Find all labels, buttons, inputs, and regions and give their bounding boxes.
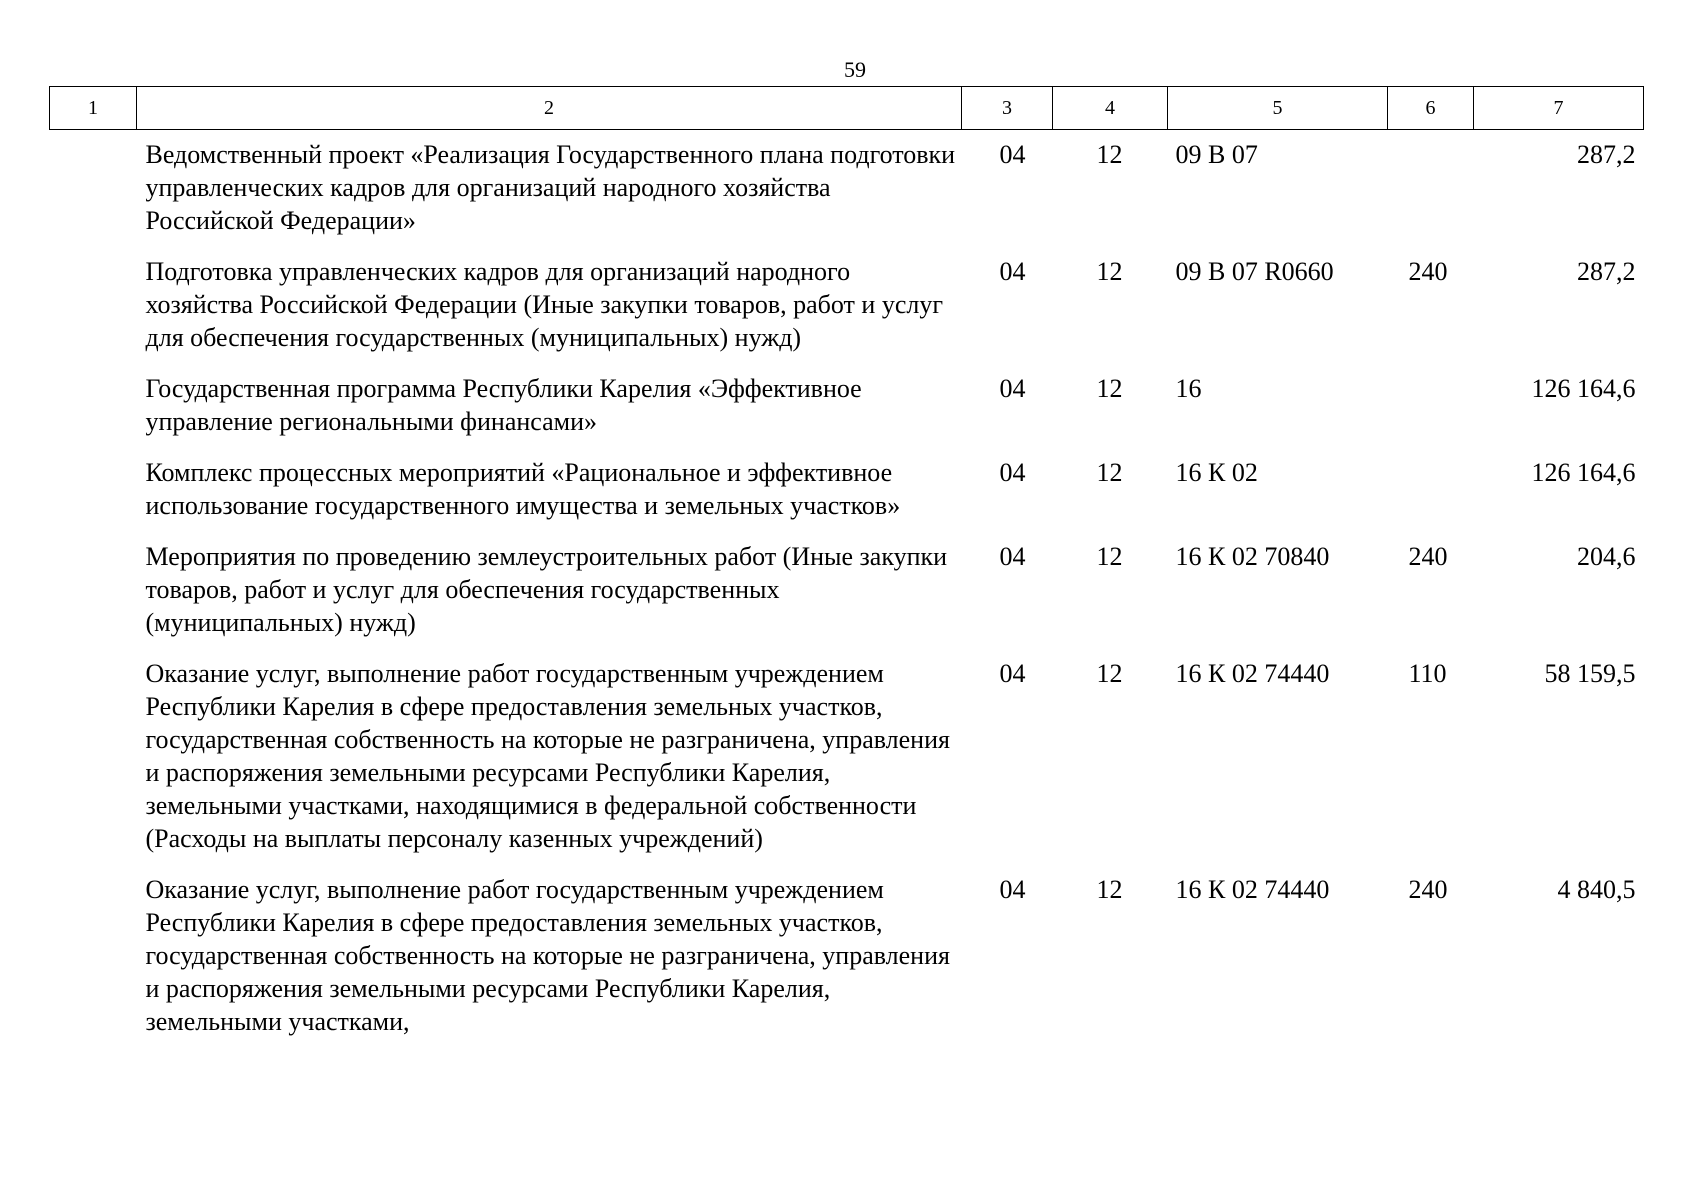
expense-name: Подготовка управленческих кадров для организаций народного хозяйства Российской Федерации (Иные закупки товаров, работ и услуг для обеспечения государственных (муниципальных) нужд): [145, 257, 943, 352]
amount: 287,2: [1577, 140, 1636, 169]
row-number-cell: [50, 653, 137, 869]
table-row: [50, 251, 1644, 368]
budget-table: [49, 86, 1644, 1052]
table-row: [50, 869, 1644, 1052]
table-row: [50, 452, 1644, 536]
target-article-code: 09 В 07 R0660: [1175, 257, 1334, 286]
amount: 4 840,5: [1557, 875, 1636, 904]
row-number-cell: [50, 452, 137, 536]
expense-name: Мероприятия по проведению землеустроительных работ (Иные закупки товаров, работ и услуг для обеспечения государственных (муниципальных) нужд): [145, 542, 948, 637]
target-article-code: 09 В 07: [1175, 140, 1258, 169]
expense-name: Комплекс процессных мероприятий «Рациональное и эффективное использование государственного имущества и земельных участков»: [145, 458, 901, 520]
page-number: 59: [844, 57, 866, 82]
target-article-code: 16 К 02 74440: [1175, 875, 1330, 904]
section-code: 04: [999, 458, 1026, 487]
expense-type-code: 240: [1408, 257, 1448, 286]
row-number-cell: [50, 130, 137, 252]
target-article-code: 16 К 02: [1175, 458, 1258, 487]
expense-name: Ведомственный проект «Реализация Государственного плана подготовки управленческих кадров для организаций народного хозяйства Российской Федерации»: [145, 140, 956, 235]
expense-type-code: 240: [1408, 542, 1448, 571]
subsection-code: 12: [1096, 659, 1123, 688]
subsection-code: 12: [1096, 458, 1123, 487]
section-code: 04: [999, 257, 1026, 286]
expense-name: Оказание услуг, выполнение работ государственным учреждением Республики Карелия в сфере предоставления земельных участков, государственная собственность на которые не разграничена, управления и распоряжения земельными ресурсами Республики Карелия, земельными участками, находящимися в федеральной собственности (Расходы на выплаты персоналу казенных учреждений): [145, 659, 950, 853]
table-row: [50, 368, 1644, 452]
expense-type-code: 240: [1408, 875, 1448, 904]
table-header: [50, 87, 1644, 130]
subsection-code: 12: [1096, 542, 1123, 571]
section-code: 04: [999, 875, 1026, 904]
section-code: 04: [999, 140, 1026, 169]
column-header-7: 7: [1474, 87, 1644, 130]
row-number-cell: [50, 536, 137, 653]
column-header-1: 1: [50, 87, 137, 130]
column-header-3: 3: [962, 87, 1053, 130]
column-header-2: 2: [137, 87, 962, 130]
section-code: 04: [999, 542, 1026, 571]
subsection-code: 12: [1096, 140, 1123, 169]
header-row: [50, 87, 1644, 130]
subsection-code: 12: [1096, 875, 1123, 904]
section-code: 04: [999, 374, 1026, 403]
amount: 126 164,6: [1531, 374, 1636, 403]
section-code: 04: [999, 659, 1026, 688]
target-article-code: 16 К 02 70840: [1175, 542, 1330, 571]
expense-type-code: [1388, 130, 1474, 252]
expense-type-code: 110: [1408, 659, 1447, 688]
amount: 287,2: [1577, 257, 1636, 286]
table-row: [50, 536, 1644, 653]
table-row: [50, 130, 1644, 252]
expense-type-code: [1388, 452, 1474, 536]
table-row: [50, 653, 1644, 869]
expense-name: Оказание услуг, выполнение работ государственным учреждением Республики Карелия в сфере предоставления земельных участков, государственная собственность на которые не разграничена, управления и распоряжения земельными ресурсами Республики Карелия, земельными участками,: [145, 875, 950, 1036]
column-header-5: 5: [1168, 87, 1388, 130]
target-article-code: 16: [1175, 374, 1202, 403]
expense-name: Государственная программа Республики Карелия «Эффективное управление региональными финансами»: [145, 374, 862, 436]
amount: 126 164,6: [1531, 458, 1636, 487]
expense-type-code: [1388, 368, 1474, 452]
subsection-code: 12: [1096, 257, 1123, 286]
column-header-6: 6: [1388, 87, 1474, 130]
row-number-cell: [50, 869, 137, 1052]
column-header-4: 4: [1053, 87, 1168, 130]
target-article-code: 16 К 02 74440: [1175, 659, 1330, 688]
table-body: [50, 130, 1644, 1053]
row-number-cell: [50, 251, 137, 368]
subsection-code: 12: [1096, 374, 1123, 403]
amount: 204,6: [1577, 542, 1636, 571]
amount: 58 159,5: [1544, 659, 1636, 688]
row-number-cell: [50, 368, 137, 452]
